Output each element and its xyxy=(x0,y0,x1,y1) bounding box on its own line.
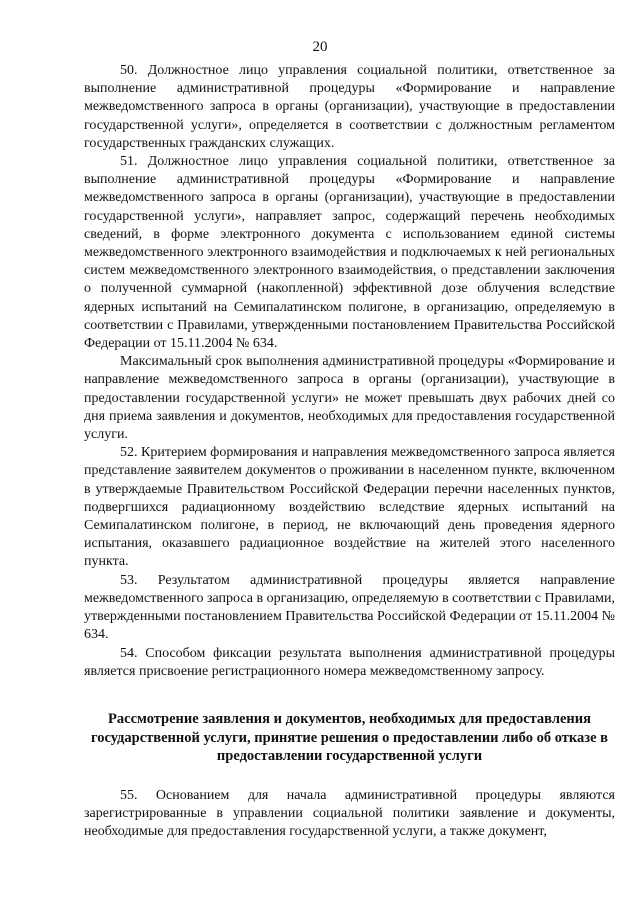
paragraph-53: 53. Результатом административной процедуры является направление межведомственного запроса в организацию, определяемую в соответствии с Правилами, утвержденными постановлением Правительства Российской Федерации от 15.11.2004 № 634. xyxy=(84,572,615,643)
section-heading: Рассмотрение заявления и документов, необходимых для предоставления государственной услуги, принятие решения о предоставлении либо об отказе в предоставлении государственной услуги xyxy=(91,710,608,765)
paragraph-55: 55. Основанием для начала административной процедуры являются зарегистрированные в управлении социальной политики заявление и документы, необходимые для предоставления государственной услуги, а также документ, xyxy=(84,787,615,840)
paragraph-52: 52. Критерием формирования и направления межведомственного запроса является представление заявителем документов о проживании в населенном пункте, включенном в утверждаемые Правительством Российской Федерации перечни населенных пунктов, подвергшихся радиационному воздействию вследствие ядерных испытаний на Семипалатинском полигоне, в период, не включающий день проведения ядерного испытания, оказавшего радиационное воздействие на жителей этого населенного пункта. xyxy=(84,445,615,570)
paragraph-50: 50. Должностное лицо управления социальной политики, ответственное за выполнение административной процедуры «Формирование и направление межведомственного запроса в органы (организации), участвующие в предоставлении государственной услуги», определяется в соответствии с должностным регламентом государственных гражданских служащих. xyxy=(84,63,615,151)
paragraph-max-term: Максимальный срок выполнения административной процедуры «Формирование и направление межведомственного запроса в органы (организации), участвующие в предоставлении государственной услуги» не может превышать двух рабочих дней со дня приема заявления и документов, необходимых для предоставления государственной услуги. xyxy=(84,354,615,443)
page-number: 20 xyxy=(312,39,328,55)
document-body xyxy=(84,62,615,841)
paragraph-51: 51. Должностное лицо управления социальной политики, ответственное за выполнение административной процедуры «Формирование и направление межведомственного запроса в органы (организации), участвующие в предоставлении государственной услуги», направляет запрос, содержащий перечень необходимых сведений, в форме электронного документа с использованием единой системы межведомственного электронного взаимодействия и подключаемых к ней региональных систем межведомственного электронного взаимодействия, о представлении заключения о полученной суммарной (накопленной) эффективной дозе облучения вследствие ядерных испытаний на Семипалатинском полигоне, в организацию, определяемую в соответствии с Правилами, утвержденными постановлением Правительства Российской Федерации от 15.11.2004 № 634. xyxy=(84,154,615,352)
paragraph-54: 54. Способом фиксации результата выполнения административной процедуры является присвоение регистрационного номера межведомственному запросу. xyxy=(84,645,615,679)
